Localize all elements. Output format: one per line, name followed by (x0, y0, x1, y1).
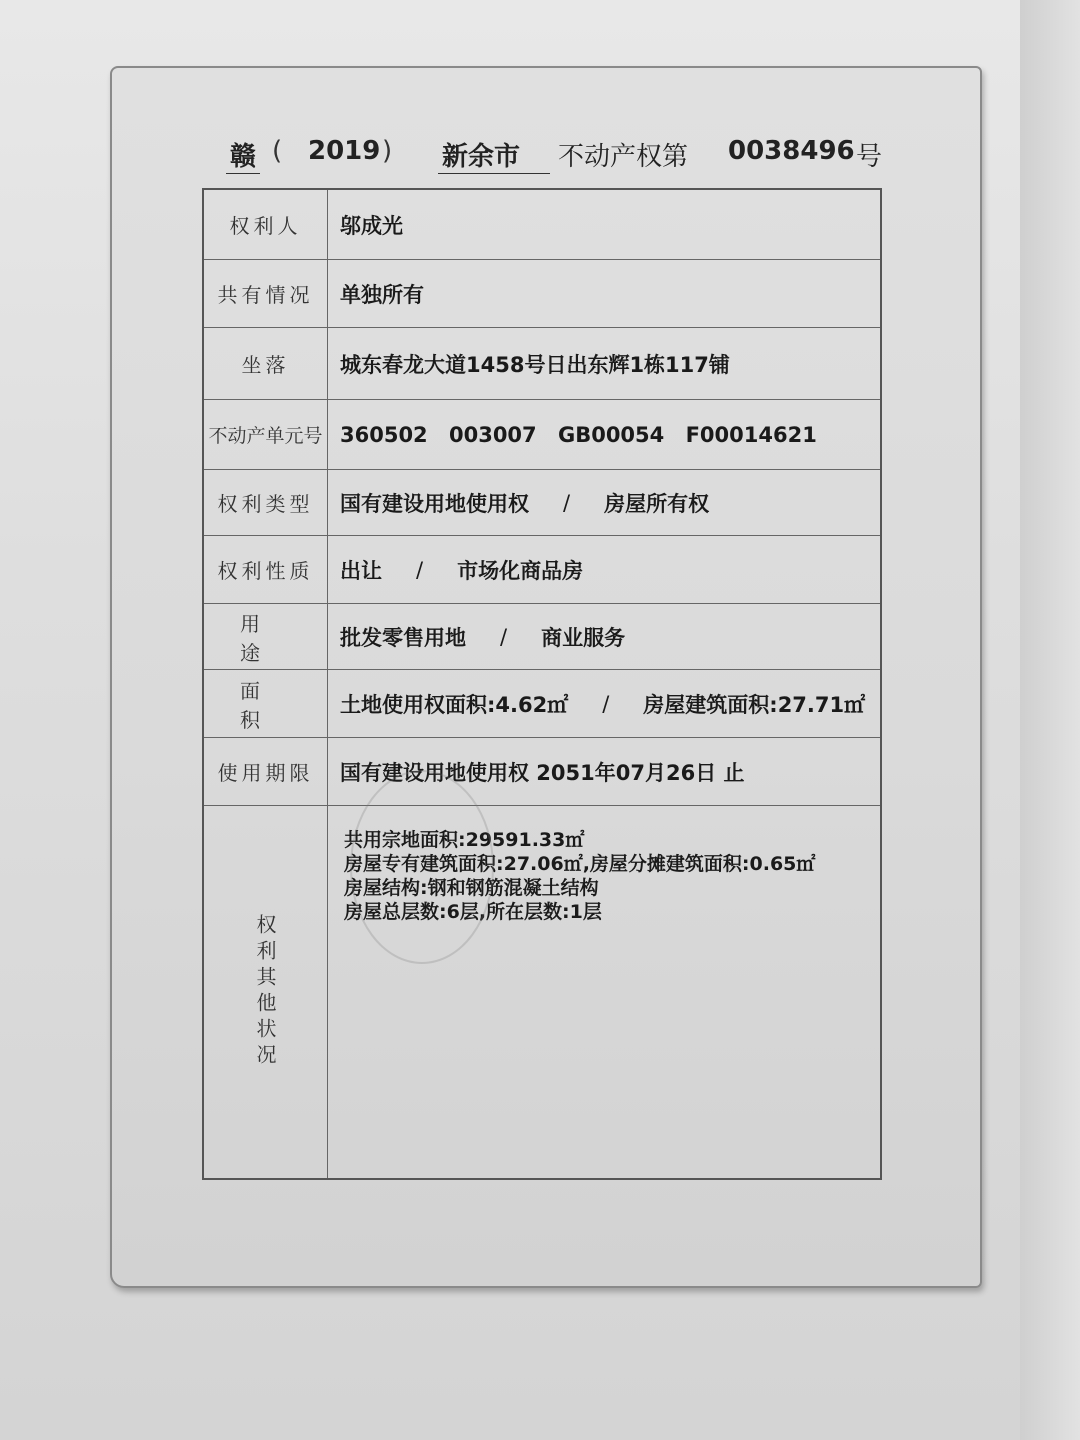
row-label: 权利性质 (204, 536, 328, 603)
note-line: 房屋总层数:6层,所在层数:1层 (344, 901, 602, 923)
cert-suffix: 号 (856, 142, 883, 172)
table-row-unit-number (204, 400, 880, 470)
cert-label: 不动产权第 (558, 142, 689, 172)
certificate-header (226, 136, 906, 176)
row-value: 国有建设用地使用权 2051年07月26日 止 (340, 760, 745, 785)
property-table (202, 188, 882, 1180)
row-value: 360502 003007 GB00054 F00014621 (340, 422, 817, 447)
row-label: 坐落 (204, 328, 328, 399)
row-label: 使用期限 (204, 738, 328, 805)
background-edge (1020, 0, 1080, 1440)
row-value: 单独所有 (340, 282, 424, 307)
value-a: 土地使用权面积:4.62㎡ (340, 692, 569, 717)
table-row-right-nature (204, 536, 880, 604)
city: 新余市 (438, 136, 550, 174)
note-line: 房屋专有建筑面积:27.06㎡,房屋分摊建筑面积:0.65㎡ (344, 853, 816, 875)
row-value (340, 536, 870, 603)
row-label: 不动产单元号 (204, 400, 328, 469)
row-label: 权利类型 (204, 470, 328, 535)
separator: / (563, 490, 571, 515)
cert-number: 0038496 (728, 136, 855, 166)
row-value (340, 670, 870, 737)
value-a: 国有建设用地使用权 (340, 491, 529, 516)
table-row-area (204, 670, 880, 738)
value-b: 房屋所有权 (604, 491, 710, 516)
table-row-co-ownership (204, 260, 880, 328)
row-label: 面积 (204, 670, 328, 737)
separator: / (602, 691, 610, 716)
table-row-right-type (204, 470, 880, 536)
table-row-term (204, 738, 880, 806)
value-b: 房屋建筑面积:27.71㎡ (643, 692, 866, 717)
table-row-location (204, 328, 880, 400)
value-b: 市场化商品房 (457, 558, 584, 583)
year: 2019 (308, 136, 381, 166)
row-value: 邬成光 (340, 213, 403, 238)
separator: / (500, 624, 508, 649)
note-line: 共用宗地面积:29591.33㎡ (344, 829, 585, 851)
note-line: 房屋结构:钢和钢筋混凝土结构 (344, 877, 599, 899)
row-label: 权利其他状况 (253, 914, 277, 1070)
row-label-container (204, 806, 328, 1178)
separator: / (416, 557, 424, 582)
paren-open: ( (272, 136, 283, 166)
value-b: 商业服务 (541, 625, 626, 650)
table-row-other-status (204, 806, 880, 1178)
row-label: 用途 (204, 604, 328, 669)
row-label: 共有情况 (204, 260, 328, 327)
table-row-usage (204, 604, 880, 670)
faint-seal-stamp (350, 770, 494, 964)
province-abbrev: 赣 (226, 136, 260, 174)
row-value: 城东春龙大道1458号日出东辉1栋117铺 (340, 352, 730, 377)
value-a: 出让 (340, 558, 382, 583)
table-row-owner (204, 190, 880, 260)
paren-close: ) (382, 136, 393, 166)
value-a: 批发零售用地 (340, 625, 466, 650)
row-value (340, 470, 870, 535)
row-value (340, 604, 870, 669)
row-label: 权利人 (204, 190, 328, 259)
